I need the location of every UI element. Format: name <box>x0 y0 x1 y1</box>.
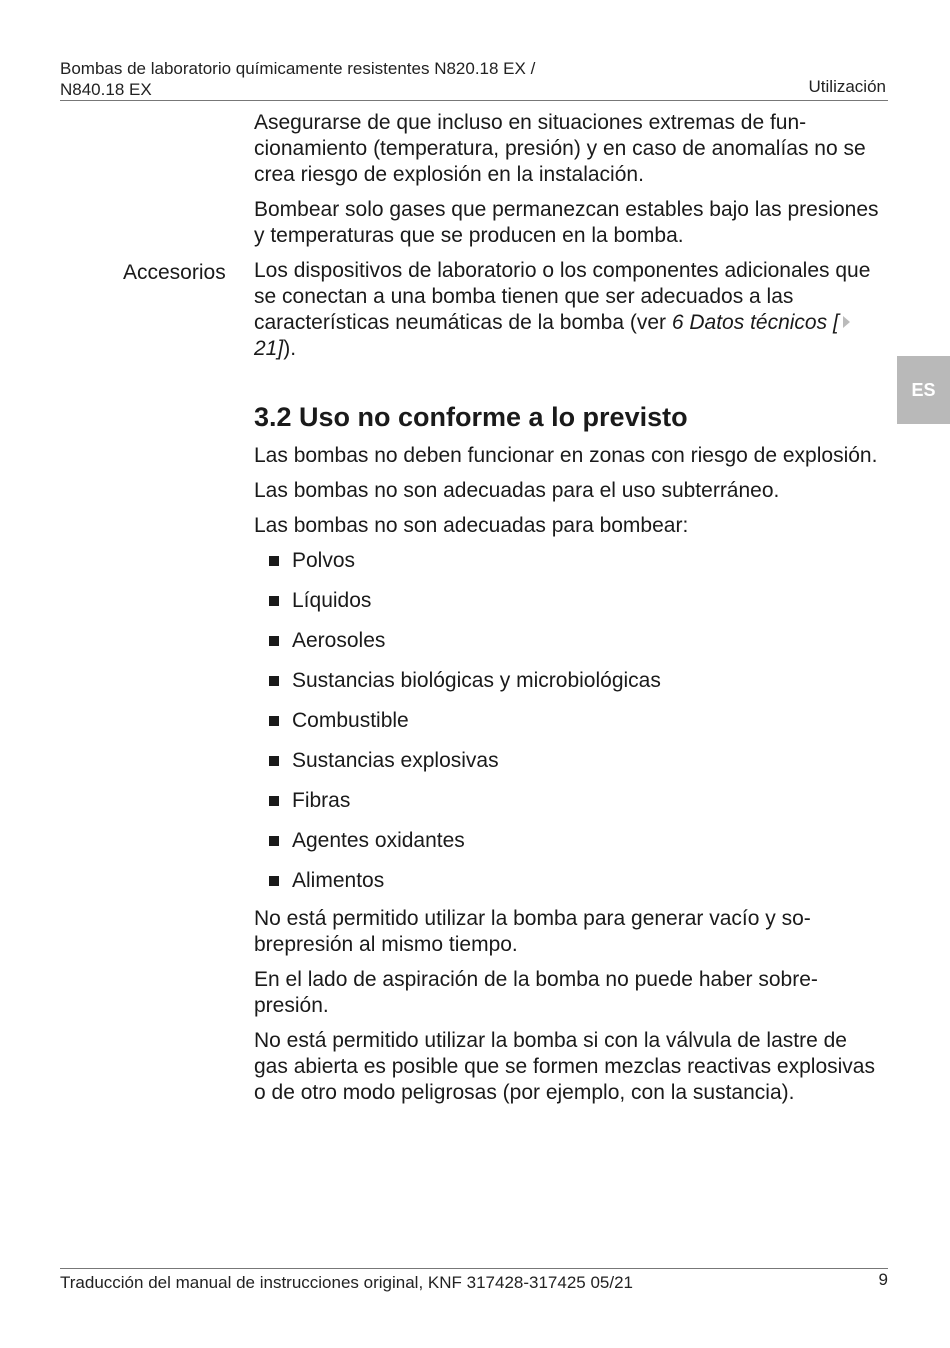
intro-paragraph-2: Bombear solo gases que permanezcan estables bajo las presiones y temperaturas que se producen en la bomba. <box>254 198 879 247</box>
list-item: Alimentos <box>254 868 879 898</box>
header-title-line1: Bombas de laboratorio químicamente resistentes N820.18 EX / <box>60 59 536 78</box>
page-number: 9 <box>878 1270 888 1289</box>
footer-text: Traducción del manual de instrucciones original, KNF 317428-317425 05/21 <box>60 1273 634 1292</box>
list-item: Combustible <box>254 708 879 748</box>
margin-label-accessories: Accesorios <box>123 261 226 284</box>
page-arrow-icon <box>843 316 850 328</box>
list-item: Líquidos <box>254 588 879 628</box>
square-bullet-icon <box>269 876 279 886</box>
list-item: Agentes oxidantes <box>254 828 879 868</box>
header-divider <box>60 100 888 101</box>
square-bullet-icon <box>269 756 279 766</box>
list-item: Aerosoles <box>254 628 879 668</box>
section-paragraph-2: Las bombas no son adecuadas para el uso subterráneo. <box>254 479 780 502</box>
list-item: Polvos <box>254 548 879 588</box>
list-item: Fibras <box>254 788 879 828</box>
unsuitable-media-list <box>254 548 879 898</box>
section-paragraph-3: Las bombas no son adecuadas para bombear: <box>254 514 689 537</box>
section-paragraph-1: Las bombas no deben funcionar en zonas con riesgo de explosión. <box>254 444 878 467</box>
cross-reference-text: 6 Datos técnicos [ <box>671 311 839 334</box>
square-bullet-icon <box>269 796 279 806</box>
accessories-text-end: ). <box>283 337 297 360</box>
language-tab: ES <box>897 356 950 424</box>
square-bullet-icon <box>269 596 279 606</box>
accessories-paragraph <box>254 258 879 362</box>
header-section-name: Utilización <box>808 77 886 96</box>
list-item: Sustancias explosivas <box>254 748 879 788</box>
section-paragraph-4: No está permitido utilizar la bomba para generar vacío y sobrepresión al mismo tiempo. <box>254 907 811 956</box>
section-heading: 3.2 Uso no conforme a lo previsto <box>254 402 688 432</box>
intro-paragraph-1: Asegurarse de que incluso en situaciones extremas de funcionamiento (temperatura, presión) y en caso de anomalías no se crea riesgo de explosión en la instalación. <box>254 111 866 186</box>
section-paragraph-5: En el lado de aspiración de la bomba no puede haber sobrepresión. <box>254 968 818 1017</box>
square-bullet-icon <box>269 676 279 686</box>
footer-divider <box>60 1268 888 1269</box>
list-item: Sustancias biológicas y microbiológicas <box>254 668 879 708</box>
accessories-text: Los dispositivos de laboratorio o los componentes adicionales que se conectan a una bomba tienen que ser adecuados a las características neumáticas de la bomba (ver <box>254 259 871 334</box>
section-paragraph-6: No está permitido utilizar la bomba si con la válvula de lastre de gas abierta es posible que se formen mezclas reactivas explosivas o de otro modo peligrosas (por ejemplo, con la sustancia). <box>254 1029 875 1104</box>
page-body <box>254 110 879 1115</box>
cross-reference-page: 21] <box>254 337 284 360</box>
square-bullet-icon <box>269 556 279 566</box>
square-bullet-icon <box>269 716 279 726</box>
header-title-line2: N840.18 EX <box>60 80 152 99</box>
running-header-title <box>60 58 620 100</box>
square-bullet-icon <box>269 836 279 846</box>
square-bullet-icon <box>269 636 279 646</box>
